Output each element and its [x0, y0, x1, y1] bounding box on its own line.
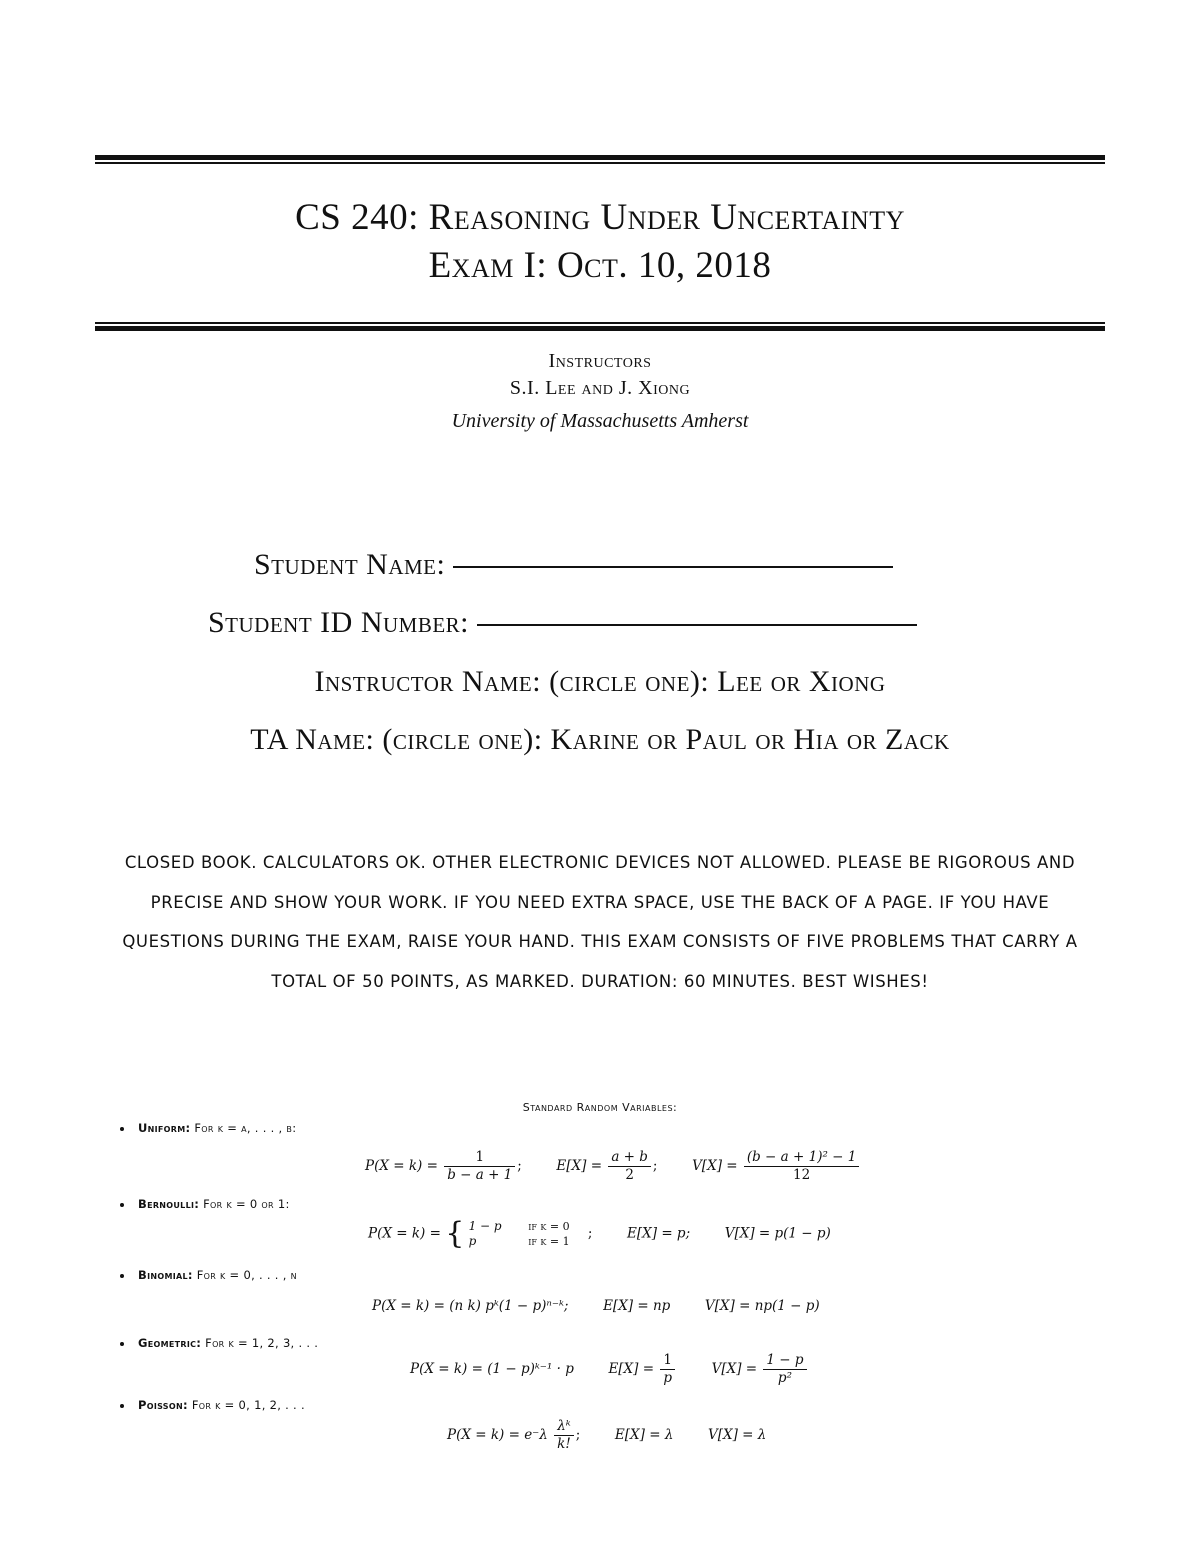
binomial-var: V[X] = np(1 − p): [704, 1298, 820, 1314]
bullet-icon: [120, 1274, 124, 1278]
bernoulli-case1-val: 1 − p: [468, 1219, 502, 1233]
bernoulli-condition: For k = 0 or 1:: [203, 1197, 290, 1211]
poisson-pmf-lhs: P(X = k) = e⁻λ: [447, 1427, 548, 1443]
bernoulli-pmf-lhs: P(X = k) =: [368, 1225, 441, 1242]
uniform-var-lhs: V[X] =: [692, 1158, 738, 1174]
course-title: CS 240: Reasoning Under Uncertainty: [295, 197, 905, 238]
binomial-bullet: [120, 1268, 297, 1282]
poisson-pmf-fraction: [554, 1418, 574, 1453]
uniform-var-den: 12: [793, 1167, 811, 1183]
geometric-formulas: [410, 1352, 809, 1387]
exam-title: Exam I: Oct. 10, 2018: [428, 245, 772, 286]
poisson-formulas: P(X = k) = e⁻λ $\frac{\text{λᵏ}}{k!}$ ; E[X] = λ V[X] = λ: [447, 1418, 767, 1452]
uniform-formulas: P(X = k) = $\frac{1}{b - a + 1}$ ; E[X] = $\frac{a + b}{2}$ ; V[X] = $\frac{\text{(b − a + 1)² − 1}}{12}$: [365, 1149, 861, 1184]
uniform-mean-fraction: [608, 1149, 651, 1184]
uniform-var-num: (b − a + 1)² − 1: [744, 1149, 860, 1167]
top-rule-thin: [95, 162, 1105, 164]
uniform-bullet: [120, 1121, 296, 1135]
bernoulli-bullet: [120, 1197, 290, 1211]
random-variables-heading: Standard Random Variables:: [522, 1101, 678, 1114]
poisson-bullet: [120, 1398, 305, 1412]
bullet-icon: [120, 1404, 124, 1408]
geometric-mean-lhs: E[X] =: [608, 1361, 655, 1377]
binomial-condition: For k = 0, . . . , n: [196, 1268, 297, 1282]
poisson-pmf-num: λᵏ: [554, 1418, 574, 1436]
student-name-label: Student Name:: [254, 548, 446, 581]
student-id-label: Student ID Number:: [208, 606, 469, 639]
bernoulli-case-values: [469, 1219, 502, 1249]
poisson-name: Poisson:: [138, 1398, 188, 1412]
student-name-field: [254, 548, 893, 582]
geometric-bullet: [120, 1336, 318, 1350]
geometric-name: Geometric:: [138, 1336, 202, 1350]
poisson-condition: For k = 0, 1, 2, . . .: [191, 1398, 305, 1412]
geometric-var-den: p²: [777, 1370, 792, 1386]
bernoulli-case2-val: p: [468, 1234, 477, 1248]
geometric-mean-num: 1: [660, 1352, 675, 1370]
bottom-rule-thick: [95, 326, 1105, 331]
bernoulli-case2-cond: if k = 1: [528, 1235, 570, 1248]
uniform-var-fraction: [744, 1149, 860, 1184]
student-id-blank[interactable]: [477, 624, 917, 626]
student-name-blank[interactable]: [453, 566, 893, 568]
geometric-condition: For k = 1, 2, 3, . . .: [205, 1336, 319, 1350]
geometric-var-lhs: V[X] =: [711, 1361, 758, 1377]
bottom-rule-thin: [95, 322, 1105, 324]
uniform-pmf-den: b − a + 1: [447, 1167, 513, 1183]
bernoulli-name: Bernoulli:: [138, 1197, 200, 1211]
uniform-pmf-fraction: [444, 1149, 515, 1184]
geometric-var-fraction: [763, 1352, 806, 1387]
uniform-mean-den: 2: [625, 1167, 634, 1183]
geometric-pmf: P(X = k) = (1 − p)ᵏ⁻¹ · p: [410, 1361, 574, 1377]
left-brace-icon: {: [445, 1216, 465, 1251]
bernoulli-case1-cond: if k = 0: [528, 1220, 570, 1233]
bernoulli-formulas: P(X = k) = { 1 − p p if k = 0 if k = 1 ; E[X] = p; V[X] = p(1 − p): [368, 1216, 831, 1251]
bullet-icon: [120, 1127, 124, 1131]
binomial-mean: E[X] = np: [603, 1298, 671, 1314]
university-name: University of Massachusetts Amherst: [451, 410, 749, 432]
bernoulli-var: V[X] = p(1 − p): [724, 1225, 831, 1242]
bernoulli-mean: E[X] = p;: [627, 1225, 691, 1242]
poisson-pmf-den: k!: [557, 1436, 571, 1452]
exam-instructions: CLOSED BOOK. CALCULATORS OK. OTHER ELECTRONIC DEVICES NOT ALLOWED. PLEASE BE RIGOROUS AND PRECISE AND SHOW YOUR WORK. IF YOU NEED EXTRA SPACE, USE THE BACK OF A PAGE. IF YOU HAVE QUESTIONS DURING THE EXAM, RAISE YOUR HAND. THIS EXAM CONSISTS OF FIVE PROBLEMS THAT CARRY A TOTAL OF 50 POINTS, AS MARKED. DURATION: 60 MINUTES. BEST WISHES!: [122, 853, 1078, 991]
binomial-formulas: [372, 1298, 820, 1314]
uniform-pmf-num: 1: [444, 1149, 515, 1167]
poisson-mean: E[X] = λ: [614, 1427, 674, 1443]
uniform-mean-num: a + b: [608, 1149, 651, 1167]
instructor-choice-line: Instructor Name: (circle one): Lee or Xiong: [314, 665, 886, 698]
uniform-condition: For k = a, . . . , b:: [194, 1121, 297, 1135]
bullet-icon: [120, 1203, 124, 1207]
uniform-pmf-lhs: P(X = k) =: [365, 1158, 438, 1174]
poisson-var: V[X] = λ: [707, 1427, 767, 1443]
ta-choice-line: TA Name: (circle one): Karine or Paul or Hia or Zack: [250, 723, 950, 756]
uniform-mean-lhs: E[X] =: [556, 1158, 603, 1174]
binomial-name: Binomial:: [138, 1268, 193, 1282]
instructors-heading: Instructors: [548, 350, 652, 372]
geometric-var-num: 1 − p: [763, 1352, 806, 1370]
binomial-pmf: P(X = k) = (n k) pᵏ(1 − p)ⁿ⁻ᵏ;: [372, 1298, 569, 1314]
top-rule-thick: [95, 155, 1105, 160]
geometric-mean-den: p: [663, 1370, 672, 1386]
bullet-icon: [120, 1342, 124, 1346]
uniform-name: Uniform:: [138, 1121, 191, 1135]
student-id-field: [208, 606, 917, 640]
instructor-names: S.I. Lee and J. Xiong: [509, 377, 691, 399]
bernoulli-case-conditions: [528, 1219, 569, 1249]
geometric-mean-fraction: [660, 1352, 675, 1387]
